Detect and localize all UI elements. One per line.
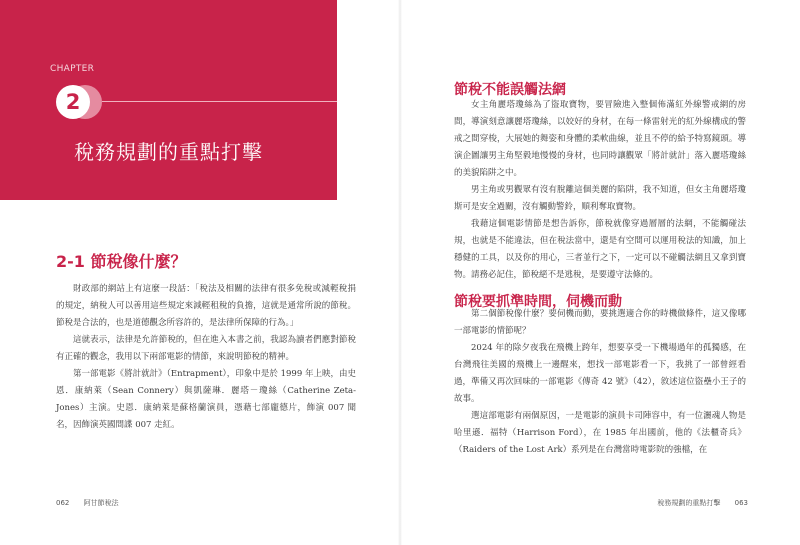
chapter-banner (0, 0, 337, 200)
paragraph: 第二個節稅像什麼？要伺機而動，要挑選適合你的時機做條件，這又像哪一部電影的情節呢？ (454, 309, 746, 336)
section-heading-legal: 節稅不能誤觸法網 (454, 82, 566, 98)
paragraph: 男主角或男觀眾有沒有脫離這個美麗的陷阱，我不知道，但女主角麗塔瓊斯可是安全過關，沒有觸動警鈴，順利奪取寶物。 (454, 185, 746, 212)
paragraph: 我藉這個電影情節是想告訴你，節稅就像穿過層層的法網，不能觸碰法規，也就是不能違法，但在稅法當中，還是有空間可以運用稅法的知識，加上穩健的工具，以及你的用心，三者並行之下，一定可以不碰觸法網且又拿到寶物。請務必記住，節稅絕不是逃稅，是要遵守法條的。 (454, 219, 746, 280)
chapter-label: CHAPTER (50, 64, 95, 74)
section-heading-2-1: 2-1 節稅像什麼？ (56, 252, 187, 271)
right-body-text-1 (454, 97, 746, 284)
section-heading-timing: 節稅要抓準時間，伺機而動 (454, 294, 622, 310)
chapter-title: 稅務規劃的重點打擊 (74, 140, 263, 164)
right-body-text-2 (454, 306, 746, 459)
book-title: 阿甘節稅法 (83, 499, 119, 507)
page-number: 062 (56, 499, 70, 507)
right-footer (657, 498, 748, 508)
right-page (400, 0, 800, 545)
chapter-number: 2 (56, 85, 90, 119)
paragraph: 這就表示，法律是允許節稅的，但在進入本書之前，我認為讀者們應對節稅有正確的觀念，我用以下兩部電影的情節，來說明節稅的精神。 (56, 335, 356, 362)
paragraph: 第一部電影《將計就計》（Entrapment），印象中是於 1999 年上映，由史恩．康納萊（Sean Connery）與凱薩琳．麗塔－瓊絲（Catherine Zeta-Jones）主演。史恩．康納萊是蘇格蘭演員，憑藉七部龐德片，飾演 007 聞名，因飾演英國間諜 007 走紅。 (56, 369, 356, 430)
paragraph: 選這部電影有兩個原因，一是電影的演員卡司陣容中，有一位灑魂人物是哈里遜．福特（Harrison Ford），在 1985 年出國前，他的《法櫃奇兵》（Raiders of the Lost Ark）系列是在台灣當時電影院的強檔，在 (454, 411, 746, 455)
banner-divider (102, 101, 337, 102)
running-title: 稅務規劃的重點打擊 (657, 499, 721, 507)
paragraph: 財政部的網站上有這麼一段話：「稅法及相關的法律有很多免稅或減輕稅捐的規定，納稅人可以善用這些規定來減輕租稅的負擔，這就是通常所說的節稅。節稅是合法的，也是道德觀念所容許的，是法律所保障的行為。」 (56, 284, 356, 328)
left-footer (56, 498, 119, 508)
paragraph: 2024 年的除夕夜我在飛機上跨年，想要享受一下機場過年的孤獨感，在台灣飛往美國的飛機上一邊醒來，想找一部電影看一下，我挑了一部曾經看過，準備又再次回味的一部電影《傳奇 42 號》（42），敘述這位盜壘小王子的故事。 (454, 343, 746, 404)
paragraph: 女主角麗塔瓊絲為了盜取寶物，要冒險進入整個佈滿紅外線警戒網的房間，導演刻意讓麗塔瓊絲，以姣好的身材，在每一條雷射光的紅外線構成的警戒之間穿梭，大展她的舞姿和身體的柔軟曲線，並且不停的給予特寫鏡頭。導演企圖讓男主角堅毅地慢慢的身材，也同時讓觀眾「將計就計」落入麗塔瓊絲的美貌陷阱之中。 (454, 100, 746, 178)
left-body-text (56, 281, 356, 434)
page-number: 063 (734, 499, 748, 507)
